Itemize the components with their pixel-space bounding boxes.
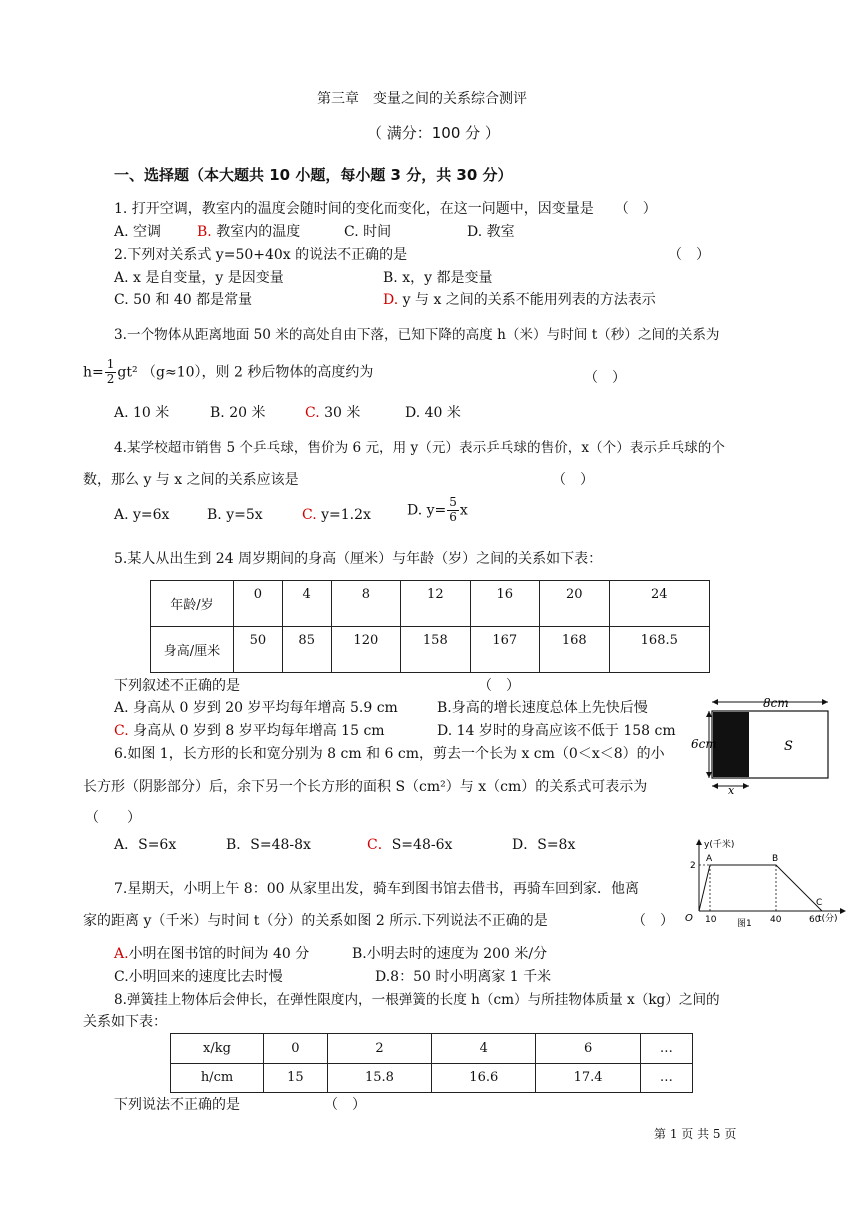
full-score: （ 满分：100 分 ） [367,124,500,142]
table-cell: 15 [264,1063,328,1093]
q5-option-b: B.身高的增长速度总体上先快后慢 [437,700,648,716]
table-cell: 24 [609,581,709,627]
q7-answer-paren: （ ） [632,913,674,929]
q4-option-d: D. y= $\frac{5}{6}$ x [407,495,468,524]
q2-option-c: C. 50 和 40 都是常量 [114,292,253,308]
q6-answer-paren: （ ） [85,810,141,826]
shaded-rectangle [713,712,749,777]
spring-table [170,1033,693,1093]
table-cell: 50 [234,627,283,673]
q4-option-a: A. y=6x [114,507,170,523]
table-row [171,1063,693,1093]
table-cell: 168 [540,627,609,673]
table-cell: 168.5 [609,627,709,673]
table-cell: 15.8 [327,1063,431,1093]
q8-stem-line2: 关系如下表： [83,1014,167,1030]
q2-answer-paren: （ ） [668,247,710,263]
q4-answer-paren: （ ） [552,472,594,488]
table-cell: … [640,1034,692,1064]
graph-point-b: B [772,854,779,864]
table-row [151,627,710,673]
page-number: 第 1 页 共 5 页 [654,1127,737,1141]
graph-x-tick: 60 [809,915,821,925]
table-cell: 0 [264,1034,328,1064]
q3-option-b: B. 20 米 [210,405,266,421]
table-cell: 8 [331,581,400,627]
q6-option-a: A．S=6x [114,837,177,853]
q4-stem-line2: 数，那么 y 与 x 之间的关系应该是 [83,472,299,488]
graph-origin-label: O [685,913,693,924]
table-cell: … [640,1063,692,1093]
q8-stem-line1: 8.弹簧挂上物体后会伸长，在弹性限度内，一根弹簧的长度 h（cm）与所挂物体质量 x（kg）之间的 [114,992,720,1008]
distance-time-graph [676,835,850,927]
q7-stem-line2: 家的距离 y（千米）与时间 t（分）的关系如图 2 所示.下列说法不正确的是 [83,913,548,929]
q2-option-d: D. y 与 x 之间的关系不能用列表的方法表示 [383,292,656,308]
table-header-cell: 身高/厘米 [151,627,234,673]
table-cell: 6 [536,1034,640,1064]
q3-stem: 3.一个物体从距离地面 50 米的高处自由下落，已知下降的高度 h（米）与时间 t（秒）之间的关系为 [114,327,720,343]
table-cell: 4 [432,1034,536,1064]
table-cell: 0 [234,581,283,627]
graph-x-tick: 40 [770,915,782,925]
q1-option-a: A. 空调 [114,224,162,240]
table-cell: 17.4 [536,1063,640,1093]
graph-y-tick: 2 [690,861,696,871]
q5-option-c: C. 身高从 0 岁到 8 岁平均每年增高 15 cm [114,723,385,739]
q1-option-b: B. 教室内的温度 [197,224,301,240]
q1-stem: 1. 打开空调，教室内的温度会随时间的变化而变化，在这一问题中，因变量是 （ ） [114,201,657,217]
q1-option-d: D. 教室 [467,224,515,240]
q7-option-d: D.8：50 时小明离家 1 千米 [375,969,552,985]
q3-option-a: A. 10 米 [114,405,170,421]
q4-option-c: C. y=1.2x [302,507,371,523]
fig-length-label: 8cm [763,696,789,710]
table-row [151,581,710,627]
q7-option-a: A.小明在图书馆的时间为 40 分 [114,946,310,962]
table-cell: 16 [470,581,539,627]
q6-option-d: D．S=8x [512,837,576,853]
table-cell: 158 [401,627,470,673]
q7-option-c: C.小明回来的速度比去时慢 [114,969,283,985]
q6-stem-line2: 长方形（阴影部分）后，余下另一个长方形的面积 S（cm²）与 x（cm）的关系式可表示为 [83,779,648,795]
table-cell: 12 [401,581,470,627]
table-header-cell: 年龄/岁 [151,581,234,627]
graph-x-tick: 10 [705,915,717,925]
graph-x-axis-label: t(分) [818,914,838,924]
fig-x-label: x [728,784,735,796]
table-cell: 20 [540,581,609,627]
graph-y-axis-label: y(千米) [704,840,735,850]
graph-point-c: C [816,898,823,908]
q5-option-d: D. 14 岁时的身高应该不低于 158 cm [437,723,676,739]
graph-caption: 图1 [737,919,752,927]
q2-option-b: B. x，y 都是变量 [383,270,493,286]
q5-option-a: A. 身高从 0 岁到 20 岁平均每年增高 5.9 cm [114,700,398,716]
graph-point-a: A [706,854,713,864]
q6-option-c: C．S=48-6x [367,837,453,853]
page-title: 第三章 变量之间的关系综合测评 [317,91,527,107]
q4-stem-line1: 4.某学校超市销售 5 个乒乓球，售价为 6 元，用 y（元）表示乒乓球的售价，x（个）表示乒乓球的个 [114,440,725,456]
q8-prompt: 下列说法不正确的是 [114,1097,240,1113]
q7-stem-line1: 7.星期天，小明上午 8：00 从家里出发，骑车到图书馆去借书，再骑车回到家．他离 [114,881,639,897]
q5-prompt: 下列叙述不正确的是 [114,678,240,694]
q5-answer-paren: （ ） [478,678,520,694]
q2-stem: 2.下列对关系式 y=50+40x 的说法不正确的是 [114,247,408,263]
table-cell: 4 [282,581,331,627]
fig-area-label: S [784,739,793,754]
q3-formula: h= $\frac{1}{2}$ gt² （g≈10），则 2 秒后物体的高度约为 [83,357,374,386]
q3-answer-paren: （ ） [584,370,626,386]
table-header-cell: x/kg [171,1034,264,1064]
table-cell: 85 [282,627,331,673]
section-heading: 一、选择题（本大题共 10 小题，每小题 3 分，共 30 分） [114,166,513,184]
q5-stem: 5.某人从出生到 24 周岁期间的身高（厘米）与年龄（岁）之间的关系如下表： [114,551,603,567]
table-cell: 167 [470,627,539,673]
q3-option-d: D. 40 米 [405,405,461,421]
table-row [171,1034,693,1064]
q7-option-b: B.小明去时的速度为 200 米/分 [352,946,548,962]
q6-option-b: B．S=48-8x [226,837,311,853]
fig-width-label: 6cm [691,737,717,751]
rectangle-figure [690,694,832,796]
q8-answer-paren: （ ） [324,1097,366,1113]
table-cell: 16.6 [432,1063,536,1093]
q6-stem-line1: 6.如图 1，长方形的长和宽分别为 8 cm 和 6 cm，剪去一个长为 x cm（0＜x＜8）的小 [114,746,665,762]
q4-option-b: B. y=5x [207,507,263,523]
q1-option-c: C. 时间 [344,224,392,240]
table-cell: 120 [331,627,400,673]
table-header-cell: h/cm [171,1063,264,1093]
q2-option-a: A. x 是自变量，y 是因变量 [114,270,284,286]
q3-option-c: C. 30 米 [305,405,361,421]
table-cell: 2 [327,1034,431,1064]
height-age-table [150,580,710,673]
